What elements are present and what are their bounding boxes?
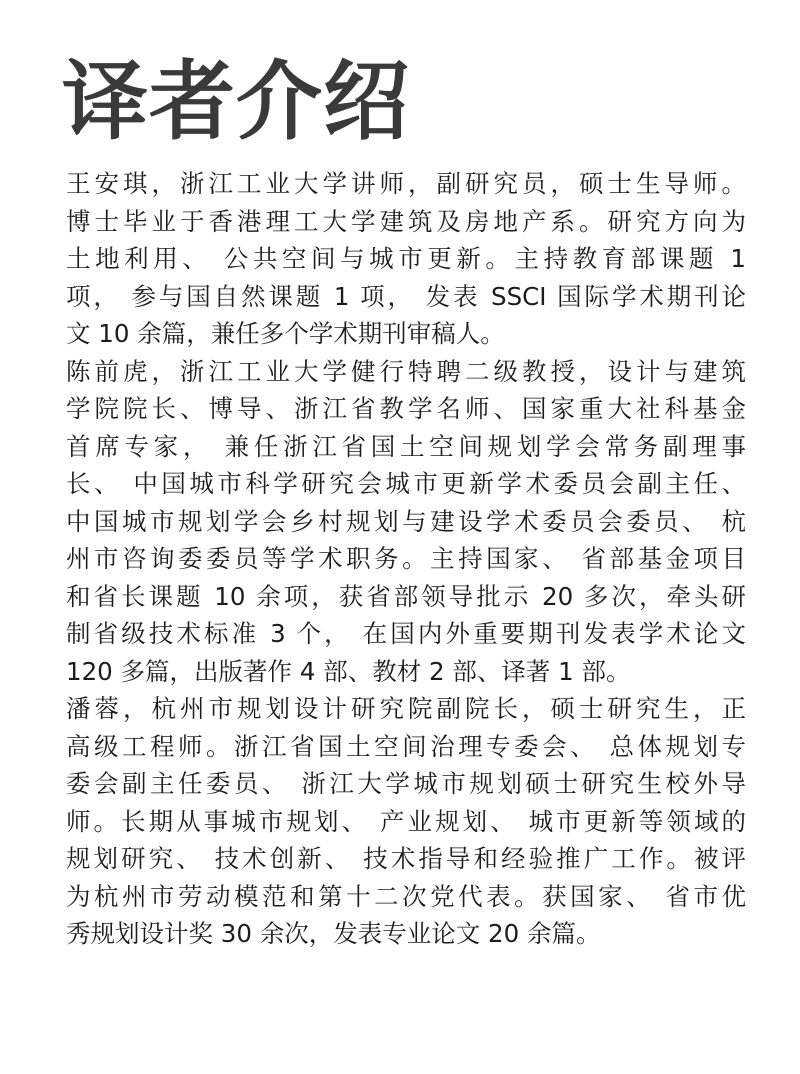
- bio-line: 高级工程师。浙江省国土空间治理专委会、 总体规划专: [66, 731, 746, 761]
- bio-line: 120 多篇，出版著作 4 部、教材 2 部、译著 1 部。: [66, 656, 631, 686]
- translator-bio-chen-qianhu: [66, 353, 746, 691]
- bio-line: 学院院长、博导、浙江省教学名师、国家重大社科基金: [66, 394, 746, 423]
- bio-line: 中国城市规划学会乡村规划与建设学术委员会委员、 杭: [66, 506, 746, 536]
- bio-line: 首席专家， 兼任浙江省国土空间规划学会常务副理事: [66, 431, 746, 461]
- bio-line: 陈前虎，浙江工业大学健行特聘二级教授，设计与建筑: [66, 356, 746, 386]
- bio-line: 为杭州市劳动模范和第十二次党代表。获国家、 省市优: [66, 881, 746, 911]
- bio-line: 州市咨询委委员等学术职务。主持国家、 省部基金项目: [66, 544, 746, 573]
- bio-line: 秀规划设计奖 30 余次，发表专业论文 20 余篇。: [66, 919, 601, 948]
- bio-line: 和省长课题 10 余项，获省部领导批示 20 多次，牵头研: [66, 581, 746, 611]
- bio-line: 制省级技术标准 3 个， 在国内外重要期刊发表学术论文: [66, 619, 746, 648]
- page-title: 译者介绍: [62, 52, 410, 152]
- translator-bio-wang-anqi: [66, 165, 746, 353]
- bio-line: 长、 中国城市科学研究会城市更新学术委员会副主任、: [66, 469, 746, 498]
- bio-line: 博士毕业于香港理工大学建筑及房地产系。研究方向为: [66, 206, 746, 236]
- translator-bio-pan-rong: [66, 690, 746, 953]
- bio-line: 潘蓉，杭州市规划设计研究院副院长，硕士研究生，正: [66, 694, 746, 723]
- bio-line: 项， 参与国自然课题 1 项， 发表 SSCI 国际学术期刊论: [66, 281, 746, 311]
- bio-line: 土地利用、 公共空间与城市更新。主持教育部课题 1: [66, 244, 746, 273]
- translator-bios: [66, 165, 746, 953]
- bio-line: 规划研究、 技术创新、 技术指导和经验推广工作。被评: [66, 844, 746, 873]
- bio-line: 文 10 余篇，兼任多个学术期刊审稿人。: [66, 319, 505, 348]
- bio-line: 委会副主任委员、 浙江大学城市规划硕士研究生校外导: [66, 769, 746, 798]
- bio-line: 王安琪，浙江工业大学讲师，副研究员，硕士生导师。: [66, 169, 746, 198]
- bio-line: 师。长期从事城市规划、 产业规划、 城市更新等领域的: [66, 806, 746, 836]
